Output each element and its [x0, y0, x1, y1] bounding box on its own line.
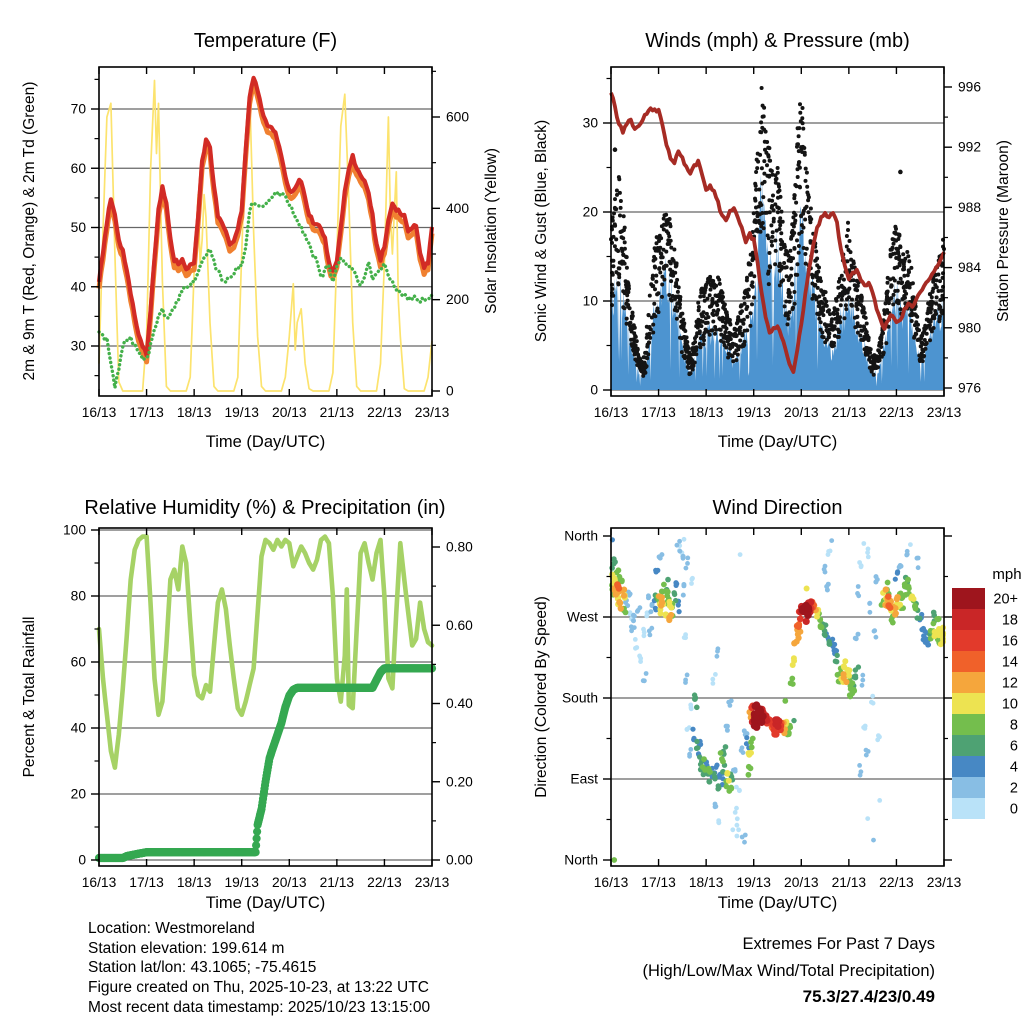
svg-text:0.60: 0.60 [446, 617, 473, 633]
svg-text:22/13: 22/13 [367, 875, 402, 890]
humidity-x-axis-label: Time (Day/UTC) [205, 894, 326, 912]
svg-text:20: 20 [582, 204, 598, 220]
svg-text:16/13: 16/13 [81, 875, 117, 890]
svg-text:30: 30 [582, 115, 598, 131]
wind-direction-chart-title: Wind Direction [712, 497, 843, 519]
svg-text:60: 60 [70, 160, 86, 176]
svg-text:0: 0 [590, 382, 598, 398]
recent-data-line: Most recent data timestamp: 2025/10/23 13:15:00 [88, 998, 431, 1016]
svg-text:23/13: 23/13 [414, 875, 450, 890]
humidity-chart-title: Relative Humidity (%) & Precipitation (in) [84, 497, 446, 519]
svg-text:18/13: 18/13 [688, 405, 724, 420]
svg-text:21/13: 21/13 [831, 405, 867, 420]
wind-left-axis-label: Sonic Wind & Gust (Blue, Black) [533, 119, 550, 343]
svg-text:18/13: 18/13 [688, 875, 724, 890]
temperature-left-axis-label: 2m & 9m T (Red, Orange) & 2m Td (Green) [21, 81, 38, 381]
svg-text:600: 600 [446, 109, 470, 125]
svg-text:40: 40 [70, 279, 86, 295]
svg-text:North: North [564, 528, 598, 544]
humidity-precip-chart-canvas [0, 468, 512, 936]
svg-text:12: 12 [1001, 675, 1018, 692]
svg-text:16/13: 16/13 [593, 875, 629, 890]
svg-text:400: 400 [446, 200, 470, 216]
svg-text:0: 0 [78, 852, 86, 868]
svg-text:17/13: 17/13 [129, 875, 164, 890]
svg-text:23/13: 23/13 [926, 405, 962, 420]
svg-text:980: 980 [958, 320, 982, 336]
svg-text:22/13: 22/13 [367, 405, 402, 420]
svg-text:West: West [566, 609, 598, 625]
station-location-line: Location: Westmoreland [88, 920, 255, 937]
svg-text:8: 8 [1009, 717, 1018, 734]
svg-text:19/13: 19/13 [736, 875, 771, 890]
svg-text:20: 20 [70, 786, 86, 802]
station-latlon-line: Station lat/lon: 43.1065; -75.4615 [88, 959, 317, 977]
svg-text:0: 0 [446, 383, 454, 399]
svg-text:0.80: 0.80 [446, 539, 473, 555]
svg-text:984: 984 [958, 260, 982, 276]
svg-text:992: 992 [958, 139, 982, 155]
extremes-title: Extremes For Past 7 Days [742, 935, 935, 953]
svg-text:16: 16 [1001, 633, 1018, 650]
svg-text:22/13: 22/13 [879, 875, 914, 890]
svg-text:23/13: 23/13 [926, 875, 962, 890]
svg-text:10: 10 [1001, 696, 1018, 713]
station-info-block [88, 919, 430, 1018]
svg-text:23/13: 23/13 [414, 405, 450, 420]
svg-text:18/13: 18/13 [176, 405, 212, 420]
svg-text:19/13: 19/13 [224, 405, 259, 420]
svg-text:100: 100 [62, 522, 86, 538]
humidity-left-axis-label: Percent & Total Rainfall [21, 616, 38, 778]
svg-text:0.00: 0.00 [446, 852, 473, 868]
station-elevation-line: Station elevation: 199.614 m [88, 939, 285, 957]
svg-text:20/13: 20/13 [272, 875, 307, 890]
svg-text:South: South [561, 690, 598, 706]
svg-text:19/13: 19/13 [736, 405, 771, 420]
colorbar-title: mph [992, 566, 1022, 583]
svg-text:2: 2 [1009, 780, 1018, 797]
temperature-chart-title: Temperature (F) [193, 30, 338, 52]
svg-text:16/13: 16/13 [81, 405, 117, 420]
svg-text:10: 10 [582, 293, 598, 309]
svg-text:16/13: 16/13 [593, 405, 629, 420]
svg-text:21/13: 21/13 [319, 875, 355, 890]
svg-text:30: 30 [70, 338, 86, 354]
svg-text:60: 60 [70, 654, 86, 670]
svg-text:50: 50 [70, 220, 86, 235]
svg-text:0: 0 [1009, 801, 1018, 818]
figure-created-line: Figure created on Thu, 2025-10-23, at 13:22 UTC [88, 979, 429, 997]
svg-text:996: 996 [958, 79, 982, 95]
extremes-block [642, 931, 935, 1011]
svg-text:4: 4 [1009, 759, 1018, 776]
direction-x-axis-label: Time (Day/UTC) [717, 894, 838, 912]
temperature-chart-canvas [0, 0, 512, 468]
svg-text:200: 200 [446, 292, 470, 308]
svg-text:21/13: 21/13 [319, 405, 355, 420]
svg-text:18/13: 18/13 [176, 875, 212, 890]
extremes-subtitle: (High/Low/Max Wind/Total Precipitation) [642, 961, 935, 980]
svg-text:20/13: 20/13 [784, 875, 819, 890]
wind-direction-chart-canvas [512, 468, 1024, 936]
svg-text:0.20: 0.20 [446, 774, 473, 790]
extremes-values: 75.3/27.4/23/0.49 [802, 987, 935, 1006]
svg-text:6: 6 [1009, 738, 1018, 755]
temperature-x-axis-label: Time (Day/UTC) [205, 433, 326, 451]
svg-text:22/13: 22/13 [879, 405, 914, 420]
svg-text:20+: 20+ [993, 591, 1018, 608]
svg-text:18: 18 [1001, 612, 1018, 629]
insolation-right-axis-label: Solar Insolation (Yellow) [483, 148, 500, 314]
svg-text:17/13: 17/13 [641, 875, 676, 890]
svg-text:70: 70 [70, 101, 86, 117]
svg-text:988: 988 [958, 199, 982, 215]
svg-text:19/13: 19/13 [224, 875, 259, 890]
svg-text:14: 14 [1001, 654, 1018, 671]
svg-text:North: North [564, 852, 598, 868]
winds-chart-title: Winds (mph) & Pressure (mb) [645, 30, 910, 52]
svg-text:80: 80 [70, 588, 86, 604]
winds-x-axis-label: Time (Day/UTC) [717, 433, 838, 451]
svg-text:20/13: 20/13 [784, 405, 819, 420]
svg-text:17/13: 17/13 [641, 405, 676, 420]
svg-text:0.40: 0.40 [446, 696, 473, 711]
winds-pressure-chart-canvas [512, 0, 1024, 468]
direction-left-axis-label: Direction (Colored By Speed) [533, 596, 550, 798]
svg-text:40: 40 [70, 720, 86, 736]
svg-text:East: East [570, 771, 598, 787]
pressure-right-axis-label: Station Pressure (Maroon) [995, 140, 1012, 322]
svg-text:17/13: 17/13 [129, 405, 164, 420]
svg-text:20/13: 20/13 [272, 405, 307, 420]
svg-text:976: 976 [958, 380, 982, 396]
svg-text:21/13: 21/13 [831, 875, 867, 890]
